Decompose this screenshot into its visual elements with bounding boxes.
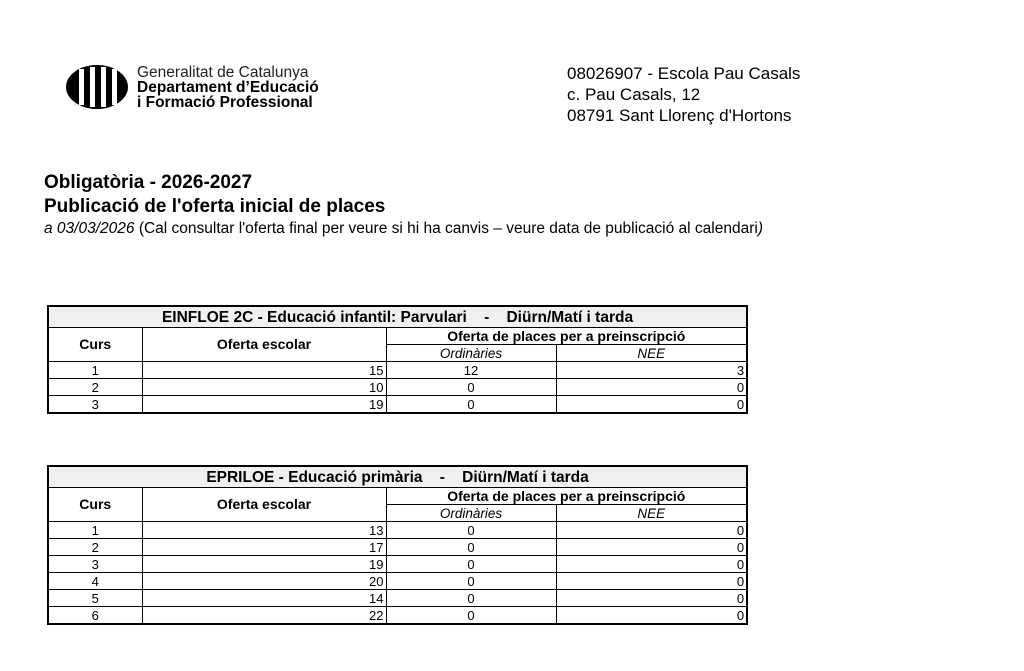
cell-nee: 0: [556, 556, 747, 573]
table-row: [48, 573, 747, 590]
table-title: EPRILOE - Educació primària - Diürn/Matí i tarda: [48, 466, 747, 488]
cell-nee: 0: [556, 590, 747, 607]
cell-oferta: 15: [142, 362, 386, 379]
table-title: EINFLOE 2C - Educació infantil: Parvulari - Diürn/Matí i tarda: [48, 306, 747, 328]
offer-table-primaria: [47, 465, 748, 625]
table-row: [48, 396, 747, 414]
table-row: [48, 590, 747, 607]
col-header-preinscripcio: Oferta de places per a preinscripció: [386, 328, 747, 345]
school-address: c. Pau Casals, 12: [567, 85, 701, 104]
school-code-name: 08026907 - Escola Pau Casals: [567, 64, 801, 83]
department-name: [137, 65, 319, 110]
cell-ordinaries: 0: [386, 396, 556, 414]
cell-curs: 1: [48, 522, 142, 539]
publication-note-text: (Cal consultar l'oferta final per veure si hi ha canvis – veure data de publicació al calendari: [134, 220, 758, 237]
school-info: [567, 63, 800, 126]
col-header-curs: Curs: [48, 488, 142, 522]
table-row: [48, 379, 747, 396]
cell-curs: 3: [48, 396, 142, 414]
publication-note-close: ): [757, 220, 763, 237]
cell-ordinaries: 0: [386, 590, 556, 607]
cell-curs: 2: [48, 539, 142, 556]
cell-oferta: 13: [142, 522, 386, 539]
cell-curs: 6: [48, 607, 142, 625]
col-header-oferta: Oferta escolar: [142, 328, 386, 362]
publication-date: a 03/03/2026: [44, 220, 135, 237]
cell-ordinaries: 0: [386, 556, 556, 573]
table-row: [48, 522, 747, 539]
cell-nee: 0: [556, 379, 747, 396]
cell-nee: 0: [556, 607, 747, 625]
school-city: 08791 Sant Llorenç d'Hortons: [567, 106, 792, 125]
generalitat-logo-block: [64, 63, 319, 111]
cell-curs: 4: [48, 573, 142, 590]
col-header-ordinaries: Ordinàries: [386, 345, 556, 362]
cell-oferta: 10: [142, 379, 386, 396]
cell-oferta: 20: [142, 573, 386, 590]
table-row: [48, 607, 747, 625]
offer-table-infantil: [47, 305, 748, 414]
col-header-oferta: Oferta escolar: [142, 488, 386, 522]
cell-curs: 3: [48, 556, 142, 573]
cell-nee: 3: [556, 362, 747, 379]
cell-oferta: 22: [142, 607, 386, 625]
cell-oferta: 19: [142, 396, 386, 414]
publication-note: [44, 219, 763, 239]
cell-ordinaries: 0: [386, 539, 556, 556]
cell-curs: 5: [48, 590, 142, 607]
cell-ordinaries: 0: [386, 573, 556, 590]
document-title: Obligatòria - 2026-2027: [44, 172, 253, 193]
col-header-nee: NEE: [556, 345, 747, 362]
org-line-3: i Formació Professional: [137, 93, 313, 111]
cell-oferta: 14: [142, 590, 386, 607]
document-titles: [44, 171, 763, 239]
cell-ordinaries: 0: [386, 607, 556, 625]
table-row: [48, 539, 747, 556]
document-subtitle: Publicació de l'oferta inicial de places: [44, 196, 386, 217]
cell-nee: 0: [556, 396, 747, 414]
generalitat-emblem-icon: [64, 63, 130, 111]
table-row: [48, 362, 747, 379]
cell-ordinaries: 12: [386, 362, 556, 379]
org-line-2: Departament d’Educació: [137, 78, 319, 96]
col-header-ordinaries: Ordinàries: [386, 505, 556, 522]
cell-nee: 0: [556, 573, 747, 590]
cell-ordinaries: 0: [386, 379, 556, 396]
cell-nee: 0: [556, 539, 747, 556]
cell-nee: 0: [556, 522, 747, 539]
col-header-curs: Curs: [48, 328, 142, 362]
cell-curs: 2: [48, 379, 142, 396]
cell-oferta: 19: [142, 556, 386, 573]
org-line-1: Generalitat de Catalunya: [137, 63, 309, 81]
col-header-nee: NEE: [556, 505, 747, 522]
table-row: [48, 556, 747, 573]
cell-curs: 1: [48, 362, 142, 379]
cell-ordinaries: 0: [386, 522, 556, 539]
cell-oferta: 17: [142, 539, 386, 556]
col-header-preinscripcio: Oferta de places per a preinscripció: [386, 488, 747, 505]
